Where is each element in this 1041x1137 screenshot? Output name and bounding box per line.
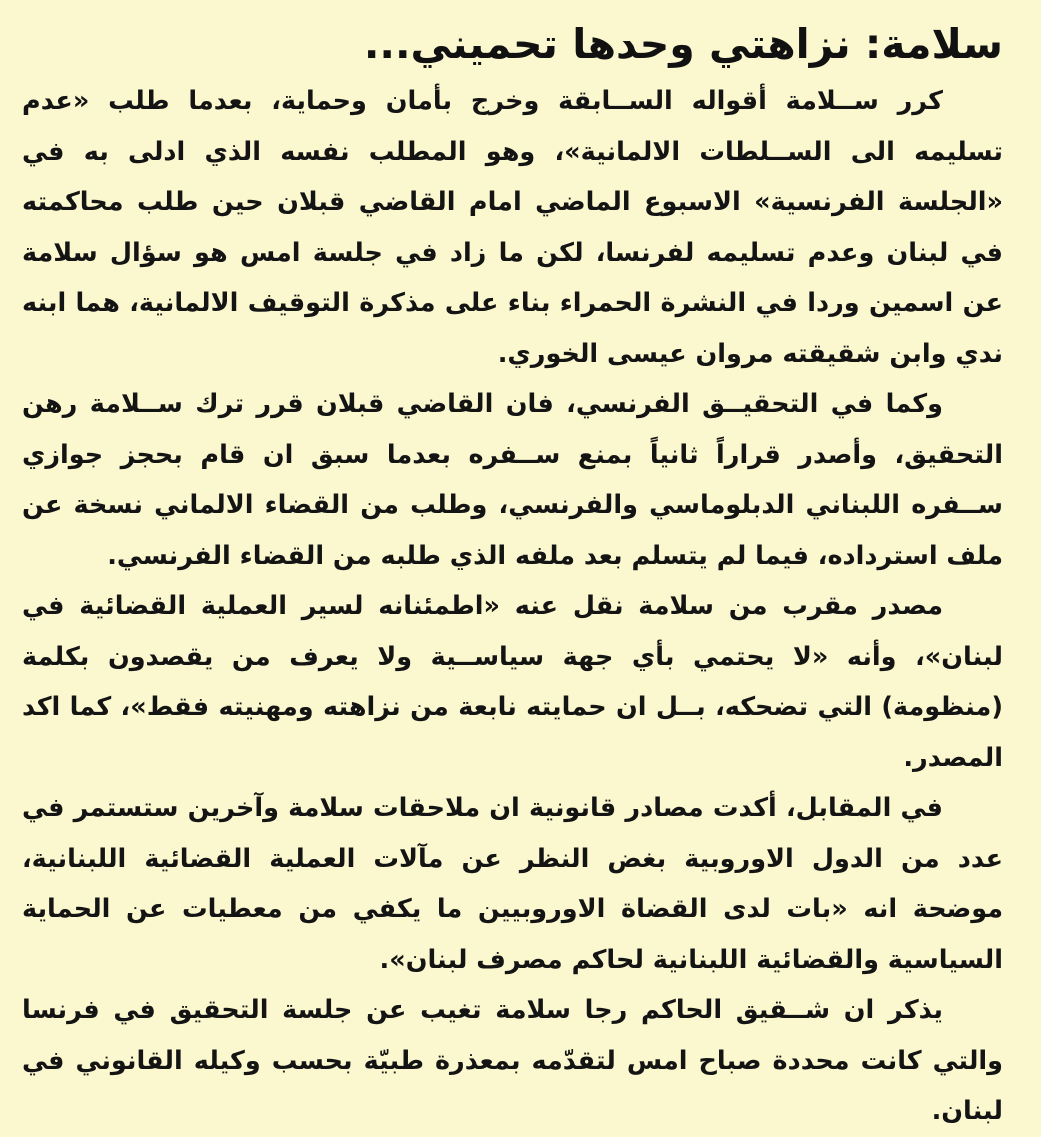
article-headline: سلامة: نزاهتي وحدها تحميني... [363,20,1003,68]
article-paragraph: يذكر ان شــقيق الحاكم رجا سلامة تغيب عن جلسة التحقيق في فرنسا والتي كانت محددة صباح امس لتقدّمه بمعذرة طبيّة بحسب وكيله القانوني في لبنان. [22,995,1003,1126]
article-paragraph: في المقابل، أكدت مصادر قانونية ان ملاحقات سلامة وآخرين ستستمر في عدد من الدول الاوروبية بغض النظر عن مآلات العملية القضائية اللبنانية، موضحة انه «بات لدى القضاة الاوروبيين ما يكفي من معطيات عن الحماية السياسية والقضائية اللبنانية لحاكم مصرف لبنان». [22,793,1003,975]
news-article [22,14,1003,1126]
article-paragraph: وكما في التحقيــق الفرنسي، فان القاضي قبلان قرر ترك ســلامة رهن التحقيق، وأصدر قراراً ثانياً بمنع ســفره بعدما سبق ان قام بحجز جوازي ســفره اللبناني الدبلوماسي والفرنسي، وطلب من القضاء الالماني نسخة عن ملف استرداده، فيما لم يتسلم بعد ملفه الذي طلبه من القضاء الفرنسي. [22,389,1003,571]
article-paragraph: مصدر مقرب من سلامة نقل عنه «اطمئنانه لسير العملية القضائية في لبنان»، وأنه «لا يحتمي بأي جهة سياســية ولا يعرف من يقصدون بكلمة (منظومة) التي تضحكه، بــل ان حمايته نابعة من نزاهته ومهنيته فقط»، كما اكد المصدر. [22,591,1003,773]
article-paragraph: كرر ســلامة أقواله الســابقة وخرج بأمان وحماية، بعدما طلب «عدم تسليمه الى الســلطات الالمانية»، وهو المطلب نفسه الذي ادلى به في «الجلسة الفرنسية» الاسبوع الماضي امام القاضي قبلان حين طلب محاكمته في لبنان وعدم تسليمه لفرنسا، لكن ما زاد في جلسة امس هو سؤال سلامة عن اسمين وردا في النشرة الحمراء بناء على مذكرة التوقيف الالمانية، هما ابنه ندي وابن شقيقته مروان عيسى الخوري. [22,86,1003,369]
